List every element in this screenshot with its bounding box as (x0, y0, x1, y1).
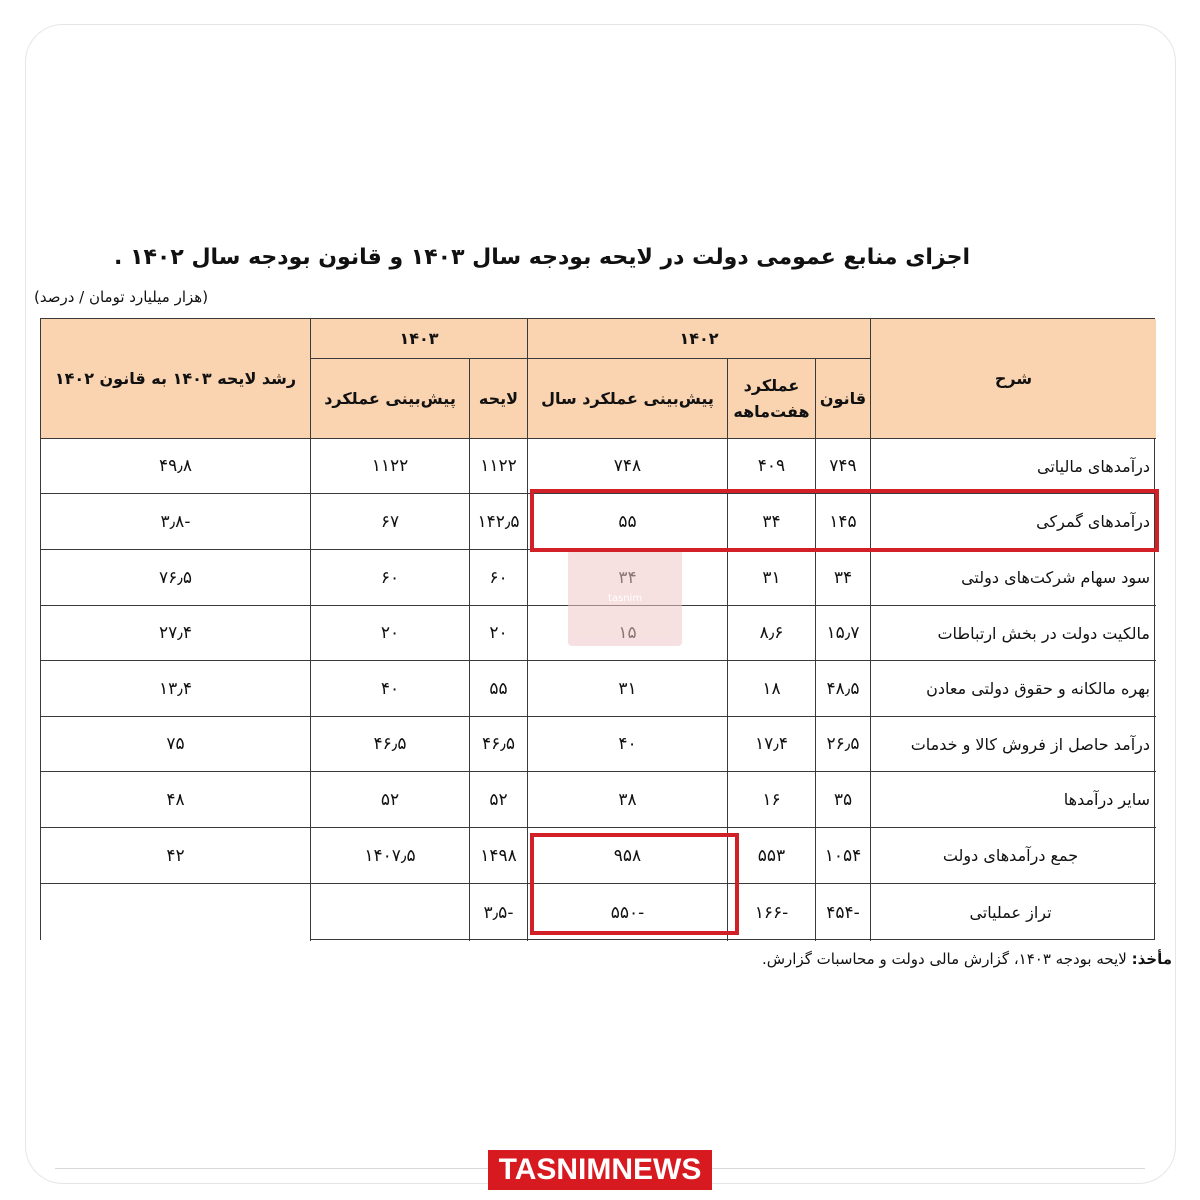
row-name: درآمد حاصل از فروش کالا و خدمات (871, 717, 1156, 772)
cell-forecast: ۱۱۲۲ (311, 439, 470, 494)
cell-seven: ۸٫۶ (728, 606, 816, 661)
row-name: بهره مالکانه و حقوق دولتی معادن (871, 661, 1156, 717)
cell-annual: ۷۴۸ (528, 439, 728, 494)
header-annual-forecast: پیش‌بینی عملکرد سال (528, 359, 728, 439)
cell-seven: ۳۱ (728, 550, 816, 606)
cell-law: ۴۸٫۵ (816, 661, 871, 717)
header-seven-month (728, 359, 816, 439)
cell-forecast: ۶۰ (311, 550, 470, 606)
cell-bill: ۶۰ (470, 550, 528, 606)
row-name: درآمدهای مالیاتی (871, 439, 1156, 494)
cell-seven: -۱۶۶ (728, 884, 816, 941)
cell-seven: ۱۶ (728, 772, 816, 828)
cell-seven: ۱۸ (728, 661, 816, 717)
cell-bill: ۵۵ (470, 661, 528, 717)
cell-growth: ۷۵ (41, 717, 311, 772)
cell-bill: ۴۶٫۵ (470, 717, 528, 772)
header-forecast: پیش‌بینی عملکرد (311, 359, 470, 439)
cell-forecast: ۲۰ (311, 606, 470, 661)
cell-growth (41, 884, 311, 941)
cell-forecast (311, 884, 470, 941)
cell-law: ۷۴۹ (816, 439, 871, 494)
row-name: سایر درآمدها (871, 772, 1156, 828)
cell-seven: ۵۵۳ (728, 828, 816, 884)
cell-bill: ۱۴۹۸ (470, 828, 528, 884)
cell-growth: -۳٫۸ (41, 494, 311, 550)
cell-law: ۲۶٫۵ (816, 717, 871, 772)
header-description: شرح (871, 319, 1156, 439)
cell-seven: ۱۷٫۴ (728, 717, 816, 772)
cell-seven: ۴۰۹ (728, 439, 816, 494)
row-name: جمع درآمدهای دولت (871, 828, 1156, 884)
cell-seven: ۳۴ (728, 494, 816, 550)
header-year-1403: ۱۴۰۳ (311, 319, 528, 359)
header-year-1402: ۱۴۰۲ (528, 319, 871, 359)
source-label: مأخذ: (1131, 950, 1172, 968)
cell-law: ۳۵ (816, 772, 871, 828)
cell-law: ۳۴ (816, 550, 871, 606)
cell-annual: -۵۵۰ (528, 884, 728, 941)
cell-growth: ۴۸ (41, 772, 311, 828)
cell-growth: ۷۶٫۵ (41, 550, 311, 606)
units-note: (هزار میلیارد تومان / درصد) (34, 288, 209, 306)
cell-growth: ۴۲ (41, 828, 311, 884)
cell-law: -۴۵۴ (816, 884, 871, 941)
cell-forecast: ۴۰ (311, 661, 470, 717)
row-name: مالکیت دولت در بخش ارتباطات (871, 606, 1156, 661)
watermark-text: tasnim (607, 592, 643, 604)
source-note (640, 945, 1172, 973)
tasnim-watermark (568, 550, 682, 646)
header-growth: رشد لایحه ۱۴۰۳ به قانون ۱۴۰۲ (41, 319, 311, 439)
row-name: درآمدهای گمرکی (871, 494, 1156, 550)
cell-forecast: ۱۴۰۷٫۵ (311, 828, 470, 884)
cell-law: ۱۵٫۷ (816, 606, 871, 661)
cell-bill: ۱۱۲۲ (470, 439, 528, 494)
header-seven-month-line1: عملکرد (743, 375, 800, 395)
cell-annual: ۴۰ (528, 717, 728, 772)
source-text: لایحه بودجه ۱۴۰۳، گزارش مالی دولت و محاسبات گزارش. (761, 950, 1132, 968)
tasnimnews-logo: TASNIMNEWS (488, 1150, 712, 1190)
cell-bill: ۵۲ (470, 772, 528, 828)
cell-annual: ۳۱ (528, 661, 728, 717)
cell-forecast: ۶۷ (311, 494, 470, 550)
cell-annual: ۳۸ (528, 772, 728, 828)
cell-annual: ۵۵ (528, 494, 728, 550)
cell-growth: ۱۳٫۴ (41, 661, 311, 717)
table-title: اجزای منابع عمومی دولت در لایحه بودجه سال ۱۴۰۳ و قانون بودجه سال ۱۴۰۲ . (114, 245, 970, 270)
cell-growth: ۴۹٫۸ (41, 439, 311, 494)
header-law: قانون (816, 359, 871, 439)
cell-bill: -۳٫۵ (470, 884, 528, 941)
cell-forecast: ۴۶٫۵ (311, 717, 470, 772)
cell-law: ۱۴۵ (816, 494, 871, 550)
cell-annual: ۹۵۸ (528, 828, 728, 884)
row-name: سود سهام شرکت‌های دولتی (871, 550, 1156, 606)
cell-law: ۱۰۵۴ (816, 828, 871, 884)
cell-bill: ۲۰ (470, 606, 528, 661)
header-seven-month-line2: هفت‌ماهه (733, 401, 810, 421)
row-name: تراز عملیاتی (969, 903, 1052, 922)
header-bill: لایحه (470, 359, 528, 439)
cell-growth: ۲۷٫۴ (41, 606, 311, 661)
cell-bill: ۱۴۲٫۵ (470, 494, 528, 550)
cell-forecast: ۵۲ (311, 772, 470, 828)
